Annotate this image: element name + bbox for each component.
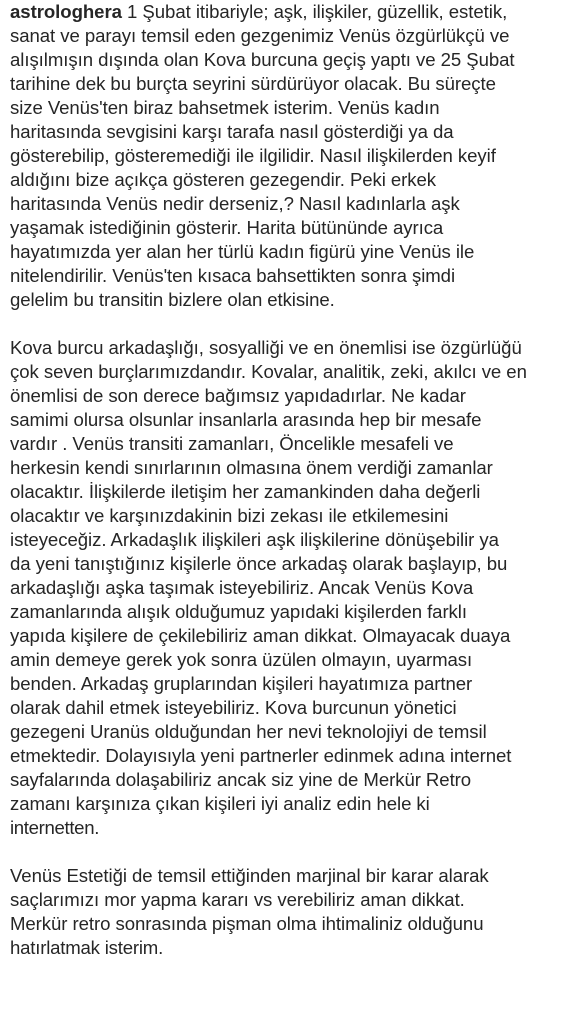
caption-line: gelelim bu transitin bizlere olan etkisine.	[10, 289, 335, 310]
caption-line: zamanlarında alışık olduğumuz yapıdaki kişilerden farklı	[10, 601, 467, 622]
post-caption	[10, 0, 572, 984]
caption-line: haritasında Venüs nedir derseniz,? Nasıl kadınlarla aşk	[10, 193, 460, 214]
caption-line: benden. Arkadaş gruplarından kişileri hayatımıza partner	[10, 673, 473, 694]
caption-line: yapıda kişilere de çekilebiliriz aman dikkat. Olmayacak duaya	[10, 625, 511, 646]
caption-line: hatırlatmak isterim.	[10, 937, 164, 958]
username-link[interactable]: astrologhera	[10, 1, 122, 22]
caption-line: tarihine dek bu burçta seyrini sürdürüyor olacak. Bu süreçte	[10, 73, 496, 94]
caption-line: alışılmışın dışında olan Kova burcuna geçiş yaptı ve 25 Şubat	[10, 49, 515, 70]
caption-line: olacaktır ve karşınızdakinin bizi zekası ile etkilemesini	[10, 505, 449, 526]
caption-line	[10, 0, 572, 24]
caption-line: zamanı karşınıza çıkan kişileri iyi analiz edin hele ki	[10, 793, 430, 814]
caption-line: nitelendirilir. Venüs'ten kısaca bahsettikten sonra şimdi	[10, 265, 456, 286]
caption-line: da yeni tanıştığınız kişilerle önce arkadaş olarak başlayıp, bu	[10, 553, 508, 574]
caption-line: olarak dahil etmek isteyebiliriz. Kova burcunun yönetici	[10, 697, 457, 718]
caption-line: gezegeni Uranüs olduğundan her nevi teknolojiyi de temsil	[10, 721, 487, 742]
caption-line: Venüs Estetiği de temsil ettiğinden marjinal bir karar alarak	[10, 865, 489, 886]
caption-line: isteyeceğiz. Arkadaşlık ilişkileri aşk ilişkilerine dönüşebilir ya	[10, 529, 499, 550]
caption-line: gösterebilip, gösteremediği ile ilgilidir. Nasıl ilişkilerden keyif	[10, 145, 496, 166]
caption-line: haritasında sevgisini karşı tarafa nasıl gösterdiği ya da	[10, 121, 454, 142]
caption-line: arkadaşlığı aşka taşımak isteyebiliriz. Ancak Venüs Kova	[10, 577, 474, 598]
caption-line: saçlarımızı mor yapma kararı vs verebiliriz aman dikkat.	[10, 889, 465, 910]
caption-line: olacaktır. İlişkilerde iletişim her zamankinden daha değerli	[10, 481, 481, 502]
caption-line: önemlisi de son derece bağımsız yapıdadırlar. Ne kadar	[10, 385, 466, 406]
caption-line: internetten.	[10, 817, 100, 838]
caption-paragraph-1	[10, 0, 572, 312]
caption-line: herkesin kendi sınırlarının olmasına önem verdiği zamanlar	[10, 457, 493, 478]
caption-paragraph-3	[10, 864, 572, 960]
caption-line: çok seven burçlarımızdandır. Kovalar, analitik, zeki, akılcı ve en	[10, 361, 527, 382]
caption-line: yaşamak istediğinin gösterir. Harita bütününde ayrıca	[10, 217, 444, 238]
caption-line: aldığını bize açıkça gösteren gezegendir. Peki erkek	[10, 169, 436, 190]
caption-line: Merkür retro sonrasında pişman olma ihtimaliniz olduğunu	[10, 913, 484, 934]
caption-line: size Venüs'ten biraz bahsetmek isterim. Venüs kadın	[10, 97, 440, 118]
caption-line: etmektedir. Dolayısıyla yeni partnerler edinmek adına internet	[10, 745, 512, 766]
caption-line: amin demeye gerek yok sonra üzülen olmayın, uyarması	[10, 649, 473, 670]
caption-line: sayfalarında dolaşabiliriz ancak siz yine de Merkür Retro	[10, 769, 472, 790]
caption-paragraph-2	[10, 336, 572, 840]
caption-line: samimi olursa olsunlar insanlarla arasında hep bir mesafe	[10, 409, 482, 430]
caption-line: hayatımızda yer alan her türlü kadın figürü yine Venüs ile	[10, 241, 475, 262]
caption-line: vardır . Venüs transiti zamanları, Öncelikle mesafeli ve	[10, 433, 454, 454]
caption-line-text: 1 Şubat itibariyle; aşk, ilişkiler, güzellik, estetik,	[121, 1, 508, 22]
caption-line: Kova burcu arkadaşlığı, sosyalliği ve en önemlisi ise özgürlüğü	[10, 337, 522, 358]
caption-line: sanat ve parayı temsil eden gezgenimiz Venüs özgürlükçü ve	[10, 25, 510, 46]
